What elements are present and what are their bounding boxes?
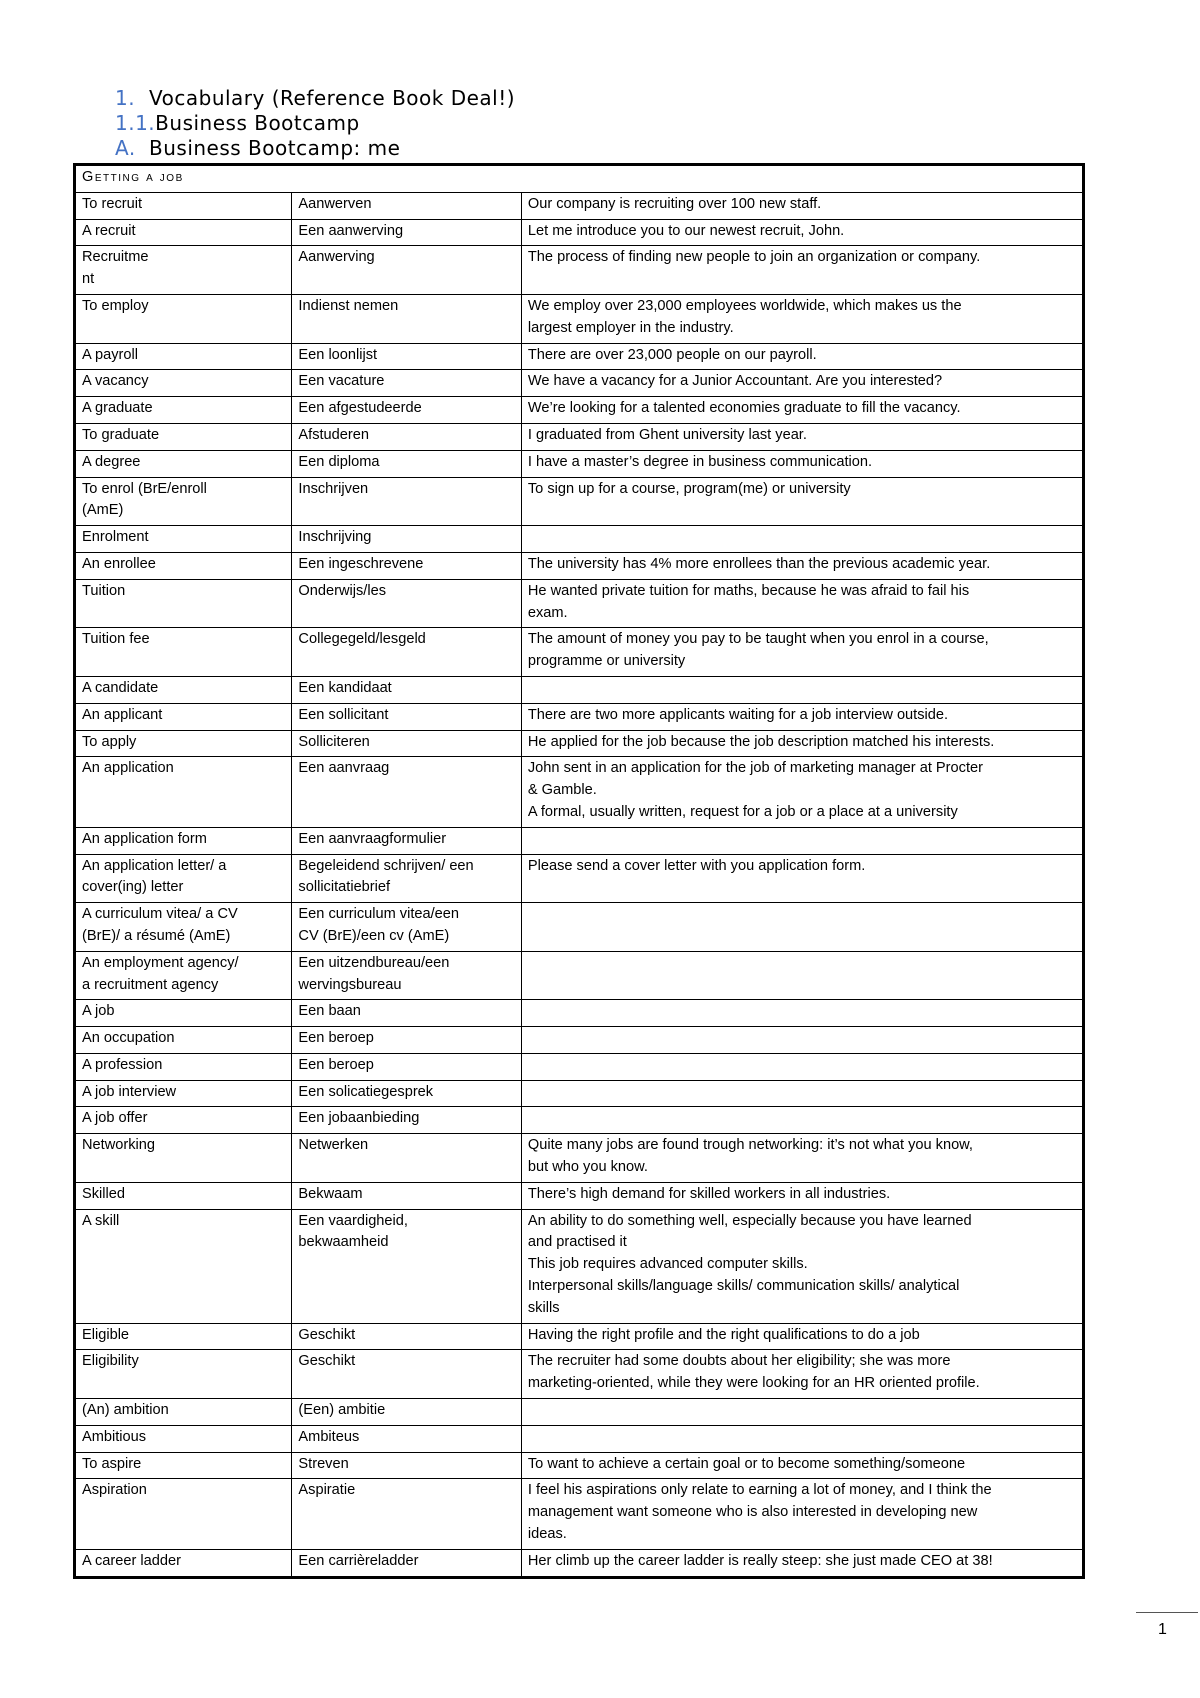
table-row: [75, 628, 1084, 677]
english-term-cell: [75, 579, 292, 628]
cell-text-line: Please send a cover letter with you application form.: [527, 857, 866, 874]
english-term-cell: [75, 343, 292, 370]
cell-text-line: nt: [82, 271, 95, 288]
cell-text-line: I feel his aspirations only relate to earning a lot of money, and I think the: [527, 1482, 992, 1499]
cell-text-line: Een sollicitant: [298, 706, 389, 723]
vocabulary-table: [73, 163, 1085, 1579]
table-row: [75, 477, 1084, 526]
cell-text-line: a recruitment agency: [82, 976, 219, 993]
dutch-translation-cell: [292, 1000, 521, 1027]
english-term-cell: [75, 1107, 292, 1134]
english-term-cell: [75, 1080, 292, 1107]
table-row: [75, 827, 1084, 854]
english-term-cell: [75, 1323, 292, 1350]
english-term-cell: [75, 397, 292, 424]
cell-text-line: An application letter/ a: [82, 857, 227, 874]
example-cell: [521, 1425, 1083, 1452]
cell-text-line: (An) ambition: [82, 1402, 169, 1419]
table-row: [75, 854, 1084, 903]
cell-text-line: A recruit: [82, 222, 136, 239]
english-term-cell: [75, 1182, 292, 1209]
cell-text-line: Een aanvraagformulier: [298, 830, 447, 847]
dutch-translation-cell: [292, 579, 521, 628]
dutch-translation-cell: [292, 1134, 521, 1183]
example-cell: [521, 450, 1083, 477]
dutch-translation-cell: [292, 219, 521, 246]
cell-text-line: A vacancy: [82, 373, 149, 390]
cell-text-line: wervingsbureau: [298, 976, 402, 993]
table-row: [75, 450, 1084, 477]
heading-level-1: [115, 86, 515, 111]
cell-text-line: and practised it: [527, 1234, 627, 1251]
cell-text-line: A payroll: [82, 346, 138, 363]
example-cell: [521, 1027, 1083, 1054]
cell-text-line: Aanwerven: [298, 195, 372, 212]
dutch-translation-cell: [292, 1182, 521, 1209]
cell-text-line: I graduated from Ghent university last year.: [527, 426, 807, 443]
example-cell: [521, 294, 1083, 343]
dutch-translation-cell: [292, 1549, 521, 1577]
dutch-translation-cell: [292, 628, 521, 677]
cell-text-line: Een vacature: [298, 373, 385, 390]
table-row: [75, 1134, 1084, 1183]
english-term-cell: [75, 1399, 292, 1426]
cell-text-line: skills: [527, 1299, 560, 1316]
cell-text-line: Bekwaam: [298, 1185, 363, 1202]
english-term-cell: [75, 1027, 292, 1054]
english-term-cell: [75, 1053, 292, 1080]
cell-text-line: cover(ing) letter: [82, 879, 184, 896]
cell-text-line: & Gamble.: [527, 782, 597, 799]
table-row: [75, 703, 1084, 730]
dutch-translation-cell: [292, 343, 521, 370]
cell-text-line: An occupation: [82, 1030, 175, 1047]
dutch-translation-cell: [292, 450, 521, 477]
table-row: [75, 397, 1084, 424]
dutch-translation-cell: [292, 192, 521, 219]
table-row: [75, 676, 1084, 703]
dutch-translation-cell: [292, 951, 521, 1000]
cell-text-line: He wanted private tuition for maths, because he was afraid to fail his: [527, 582, 970, 599]
cell-text-line: Tuition: [82, 582, 126, 599]
cell-text-line: Interpersonal skills/language skills/ communication skills/ analytical: [527, 1278, 960, 1295]
dutch-translation-cell: [292, 1053, 521, 1080]
dutch-translation-cell: [292, 1323, 521, 1350]
table-row: [75, 730, 1084, 757]
cell-text-line: Her climb up the career ladder is really steep: she just made CEO at 38!: [527, 1552, 993, 1569]
cell-text-line: Our company is recruiting over 100 new staff.: [527, 195, 822, 212]
table-row: [75, 192, 1084, 219]
dutch-translation-cell: [292, 676, 521, 703]
example-cell: [521, 1549, 1083, 1577]
cell-text-line: (AmE): [82, 502, 124, 519]
example-cell: [521, 1134, 1083, 1183]
footer-divider: [1136, 1612, 1198, 1613]
cell-text-line: The process of finding new people to join an organization or company.: [527, 249, 981, 266]
dutch-translation-cell: [292, 246, 521, 295]
cell-text-line: Aanwerving: [298, 249, 375, 266]
dutch-translation-cell: [292, 370, 521, 397]
english-term-cell: [75, 450, 292, 477]
example-cell: [521, 1000, 1083, 1027]
cell-text-line: I have a master’s degree in business communication.: [527, 453, 873, 470]
example-cell: [521, 703, 1083, 730]
heading-number: A.: [115, 136, 136, 160]
cell-text-line: Recruitme: [82, 249, 149, 266]
english-term-cell: [75, 370, 292, 397]
cell-text-line: Collegegeld/lesgeld: [298, 631, 426, 648]
cell-text-line: A candidate: [82, 679, 159, 696]
cell-text-line: A job interview: [82, 1083, 177, 1100]
table-row: [75, 552, 1084, 579]
cell-text-line: Solliciteren: [298, 733, 370, 750]
example-cell: [521, 1209, 1083, 1323]
english-term-cell: [75, 676, 292, 703]
example-cell: [521, 219, 1083, 246]
cell-text-line: CV (BrE)/een cv (AmE): [298, 927, 450, 944]
english-term-cell: [75, 628, 292, 677]
cell-text-line: The university has 4% more enrollees than the previous academic year.: [527, 555, 991, 572]
cell-text-line: Een uitzendbureau/een: [298, 954, 450, 971]
cell-text-line: Enrolment: [82, 529, 149, 546]
example-cell: [521, 1107, 1083, 1134]
english-term-cell: [75, 1452, 292, 1479]
table-row: [75, 1182, 1084, 1209]
dutch-translation-cell: [292, 1452, 521, 1479]
table-row: [75, 903, 1084, 952]
table-row: [75, 1452, 1084, 1479]
document-headings: [115, 86, 515, 161]
cell-text-line: Een loonlijst: [298, 346, 378, 363]
cell-text-line: Een aanvraag: [298, 760, 390, 777]
dutch-translation-cell: [292, 854, 521, 903]
example-cell: [521, 951, 1083, 1000]
table-row: [75, 370, 1084, 397]
heading-level-2: [115, 111, 515, 136]
english-term-cell: [75, 951, 292, 1000]
cell-text-line: An employment agency/: [82, 954, 239, 971]
example-cell: [521, 343, 1083, 370]
english-term-cell: [75, 1000, 292, 1027]
cell-text-line: A formal, usually written, request for a job or a place at a university: [527, 803, 958, 820]
cell-text-line: This job requires advanced computer skills.: [527, 1256, 808, 1273]
section-title: Getting a job: [82, 169, 184, 185]
cell-text-line: We employ over 23,000 employees worldwide, which makes us the: [527, 297, 962, 314]
cell-text-line: Indienst nemen: [298, 297, 399, 314]
cell-text-line: A curriculum vitea/ a CV: [82, 906, 238, 923]
cell-text-line: An application form: [82, 830, 207, 847]
english-term-cell: [75, 1209, 292, 1323]
cell-text-line: There’s high demand for skilled workers in all industries.: [527, 1185, 891, 1202]
table-row: [75, 1209, 1084, 1323]
heading-number: 1.: [115, 86, 136, 110]
example-cell: [521, 1080, 1083, 1107]
cell-text-line: Een baan: [298, 1003, 361, 1020]
cell-text-line: A degree: [82, 453, 141, 470]
cell-text-line: Networking: [82, 1137, 155, 1154]
english-term-cell: [75, 219, 292, 246]
cell-text-line: largest employer in the industry.: [527, 319, 734, 336]
dutch-translation-cell: [292, 1479, 521, 1549]
cell-text-line: Aspiration: [82, 1482, 147, 1499]
cell-text-line: Streven: [298, 1455, 349, 1472]
english-term-cell: [75, 854, 292, 903]
cell-text-line: Een solicatiegesprek: [298, 1083, 434, 1100]
dutch-translation-cell: [292, 827, 521, 854]
table-row: [75, 294, 1084, 343]
table-row: [75, 246, 1084, 295]
cell-text-line: exam.: [527, 604, 568, 621]
cell-text-line: Een aanwerving: [298, 222, 404, 239]
english-term-cell: [75, 526, 292, 553]
example-cell: [521, 757, 1083, 827]
cell-text-line: An applicant: [82, 706, 163, 723]
table-row: [75, 1549, 1084, 1577]
english-term-cell: [75, 757, 292, 827]
heading-text: Vocabulary (Reference Book Deal!): [149, 86, 516, 110]
dutch-translation-cell: [292, 423, 521, 450]
cell-text-line: Begeleidend schrijven/ een: [298, 857, 474, 874]
cell-text-line: Een beroep: [298, 1056, 374, 1073]
cell-text-line: Een jobaanbieding: [298, 1110, 420, 1127]
cell-text-line: Eligibility: [82, 1353, 139, 1370]
english-term-cell: [75, 703, 292, 730]
example-cell: [521, 1452, 1083, 1479]
english-term-cell: [75, 730, 292, 757]
table-row: [75, 579, 1084, 628]
table-row: [75, 1080, 1084, 1107]
cell-text-line: Having the right profile and the right qualifications to do a job: [527, 1326, 920, 1343]
english-term-cell: [75, 1549, 292, 1577]
example-cell: [521, 370, 1083, 397]
english-term-cell: [75, 552, 292, 579]
table-row: [75, 219, 1084, 246]
example-cell: [521, 192, 1083, 219]
example-cell: [521, 1323, 1083, 1350]
example-cell: [521, 903, 1083, 952]
vocabulary-table-body: [75, 165, 1084, 1578]
cell-text-line: To graduate: [82, 426, 160, 443]
english-term-cell: [75, 423, 292, 450]
table-row: [75, 1399, 1084, 1426]
dutch-translation-cell: [292, 757, 521, 827]
cell-text-line: sollicitatiebrief: [298, 879, 391, 896]
dutch-translation-cell: [292, 703, 521, 730]
dutch-translation-cell: [292, 1080, 521, 1107]
heading-number: 1.1.: [115, 111, 156, 135]
example-cell: [521, 1399, 1083, 1426]
cell-text-line: (Een) ambitie: [298, 1402, 386, 1419]
cell-text-line: We’re looking for a talented economies graduate to fill the vacancy.: [527, 400, 961, 417]
dutch-translation-cell: [292, 903, 521, 952]
cell-text-line: Inschrijving: [298, 529, 372, 546]
example-cell: [521, 397, 1083, 424]
english-term-cell: [75, 1350, 292, 1399]
example-cell: [521, 423, 1083, 450]
cell-text-line: The recruiter had some doubts about her eligibility; she was more: [527, 1353, 951, 1370]
table-row: [75, 526, 1084, 553]
cell-text-line: Een curriculum vitea/een: [298, 906, 460, 923]
english-term-cell: [75, 1425, 292, 1452]
cell-text-line: There are over 23,000 people on our payroll.: [527, 346, 817, 363]
table-row: [75, 423, 1084, 450]
cell-text-line: Quite many jobs are found trough networking: it’s not what you know,: [527, 1137, 973, 1154]
heading-text: Business Bootcamp: me: [149, 136, 401, 160]
example-cell: [521, 579, 1083, 628]
dutch-translation-cell: [292, 1399, 521, 1426]
example-cell: [521, 827, 1083, 854]
cell-text-line: Een diploma: [298, 453, 380, 470]
cell-text-line: To sign up for a course, program(me) or university: [527, 480, 851, 497]
section-title-row: [75, 165, 1084, 193]
dutch-translation-cell: [292, 294, 521, 343]
dutch-translation-cell: [292, 552, 521, 579]
cell-text-line: To want to achieve a certain goal or to become something/someone: [527, 1455, 966, 1472]
cell-text-line: bekwaamheid: [298, 1234, 389, 1251]
english-term-cell: [75, 294, 292, 343]
english-term-cell: [75, 827, 292, 854]
table-row: [75, 1323, 1084, 1350]
cell-text-line: programme or university: [527, 653, 686, 670]
table-row: [75, 1053, 1084, 1080]
table-row: [75, 343, 1084, 370]
heading-level-3: [115, 136, 515, 161]
cell-text-line: but who you know.: [527, 1159, 648, 1176]
english-term-cell: [75, 192, 292, 219]
section-title-cell: [75, 165, 1084, 193]
example-cell: [521, 1053, 1083, 1080]
cell-text-line: Een beroep: [298, 1030, 374, 1047]
example-cell: [521, 246, 1083, 295]
cell-text-line: ideas.: [527, 1526, 567, 1543]
cell-text-line: Let me introduce you to our newest recruit, John.: [527, 222, 845, 239]
english-term-cell: [75, 903, 292, 952]
example-cell: [521, 1350, 1083, 1399]
cell-text-line: He applied for the job because the job description matched his interests.: [527, 733, 995, 750]
cell-text-line: Een ingeschrevene: [298, 555, 424, 572]
cell-text-line: Een kandidaat: [298, 679, 392, 696]
dutch-translation-cell: [292, 730, 521, 757]
cell-text-line: Ambitious: [82, 1428, 147, 1445]
cell-text-line: To enrol (BrE/enroll: [82, 480, 207, 497]
table-row: [75, 1479, 1084, 1549]
table-row: [75, 1000, 1084, 1027]
dutch-translation-cell: [292, 1425, 521, 1452]
heading-text: Business Bootcamp: [155, 111, 360, 135]
english-term-cell: [75, 477, 292, 526]
cell-text-line: Ambiteus: [298, 1428, 360, 1445]
cell-text-line: There are two more applicants waiting for a job interview outside.: [527, 706, 949, 723]
table-row: [75, 1027, 1084, 1054]
cell-text-line: Afstuderen: [298, 426, 370, 443]
example-cell: [521, 526, 1083, 553]
example-cell: [521, 552, 1083, 579]
table-row: [75, 1107, 1084, 1134]
dutch-translation-cell: [292, 1350, 521, 1399]
english-term-cell: [75, 1479, 292, 1549]
example-cell: [521, 1479, 1083, 1549]
table-row: [75, 757, 1084, 827]
cell-text-line: An application: [82, 760, 174, 777]
cell-text-line: John sent in an application for the job of marketing manager at Procter: [527, 760, 983, 777]
cell-text-line: The amount of money you pay to be taught when you enrol in a course,: [527, 631, 989, 648]
cell-text-line: (BrE)/ a résumé (AmE): [82, 927, 231, 944]
dutch-translation-cell: [292, 1107, 521, 1134]
table-row: [75, 1350, 1084, 1399]
example-cell: [521, 676, 1083, 703]
cell-text-line: A job: [82, 1003, 115, 1020]
cell-text-line: A profession: [82, 1056, 163, 1073]
cell-text-line: A graduate: [82, 400, 153, 417]
example-cell: [521, 628, 1083, 677]
dutch-translation-cell: [292, 397, 521, 424]
dutch-translation-cell: [292, 526, 521, 553]
english-term-cell: [75, 246, 292, 295]
cell-text-line: We have a vacancy for a Junior Accountant. Are you interested?: [527, 373, 943, 390]
cell-text-line: Eligible: [82, 1326, 130, 1343]
cell-text-line: Aspiratie: [298, 1482, 356, 1499]
page-number: 1: [1158, 1621, 1167, 1638]
dutch-translation-cell: [292, 1027, 521, 1054]
cell-text-line: Geschikt: [298, 1353, 356, 1370]
cell-text-line: An ability to do something well, especially because you have learned: [527, 1212, 972, 1229]
cell-text-line: Een carrièreladder: [298, 1552, 419, 1569]
cell-text-line: A skill: [82, 1212, 120, 1229]
cell-text-line: Een vaardigheid,: [298, 1212, 408, 1229]
cell-text-line: An enrollee: [82, 555, 156, 572]
cell-text-line: marketing-oriented, while they were looking for an HR oriented profile.: [527, 1375, 980, 1392]
example-cell: [521, 477, 1083, 526]
cell-text-line: Inschrijven: [298, 480, 369, 497]
cell-text-line: Geschikt: [298, 1326, 356, 1343]
example-cell: [521, 1182, 1083, 1209]
example-cell: [521, 730, 1083, 757]
cell-text-line: To apply: [82, 733, 137, 750]
cell-text-line: To recruit: [82, 195, 143, 212]
cell-text-line: Netwerken: [298, 1137, 369, 1154]
cell-text-line: To aspire: [82, 1455, 142, 1472]
dutch-translation-cell: [292, 1209, 521, 1323]
cell-text-line: A job offer: [82, 1110, 148, 1127]
cell-text-line: Onderwijs/les: [298, 582, 387, 599]
dutch-translation-cell: [292, 477, 521, 526]
table-row: [75, 1425, 1084, 1452]
cell-text-line: A career ladder: [82, 1552, 181, 1569]
cell-text-line: To employ: [82, 297, 149, 314]
example-cell: [521, 854, 1083, 903]
english-term-cell: [75, 1134, 292, 1183]
cell-text-line: Een afgestudeerde: [298, 400, 422, 417]
table-row: [75, 951, 1084, 1000]
cell-text-line: Tuition fee: [82, 631, 150, 648]
cell-text-line: Skilled: [82, 1185, 125, 1202]
cell-text-line: management want someone who is also interested in developing new: [527, 1504, 978, 1521]
